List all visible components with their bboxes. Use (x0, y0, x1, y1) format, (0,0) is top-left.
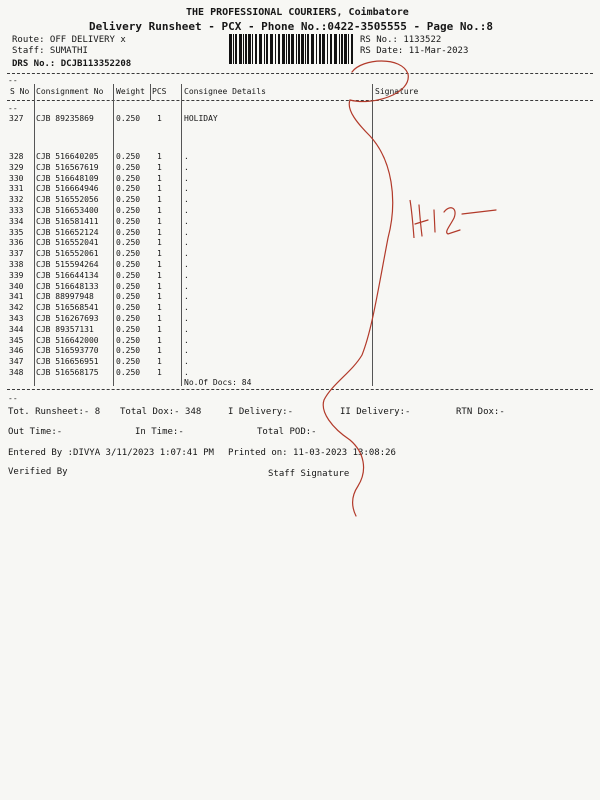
row-consignee: . (184, 292, 189, 302)
marker-row: -- (8, 104, 18, 113)
row-consignment: CJB 89235869 (36, 114, 94, 123)
row-consignment: CJB 516640205 (36, 152, 99, 161)
row-sno: 330 (9, 173, 24, 183)
row-weight: 0.250 (116, 206, 141, 215)
row-pcs: 1 (157, 162, 162, 172)
row-sno: 328 (9, 152, 24, 161)
row-sno: 340 (9, 281, 24, 291)
row-sno: 344 (9, 324, 24, 334)
row-consignment: CJB 516568175 (36, 368, 99, 377)
row-consignee: . (184, 152, 189, 161)
row-pcs: 1 (157, 346, 162, 356)
row-weight: 0.250 (116, 303, 141, 313)
col-header-pcs: PCS (152, 87, 167, 96)
row-sno: 337 (9, 249, 24, 259)
row-consignment: CJB 516653400 (36, 206, 99, 215)
row-pcs: 1 (157, 173, 162, 183)
row-pcs: 1 (157, 227, 162, 237)
row-pcs: 1 (157, 357, 162, 367)
row-consignee: . (184, 281, 189, 291)
printed-on: Printed on: 11-03-2023 13:08:26 (228, 448, 396, 458)
row-sno: 343 (9, 314, 24, 323)
row-sno: 327 (9, 114, 24, 123)
staff-signature-label: Staff Signature (268, 469, 350, 479)
row-pcs: 1 (157, 368, 162, 377)
row-weight: 0.250 (116, 227, 141, 237)
out-time: Out Time:- (8, 427, 63, 437)
runsheet-title: Delivery Runsheet - PCX - Phone No.:0422-3505555 - Page No.:8 (89, 20, 493, 33)
row-weight: 0.250 (116, 195, 141, 205)
drs-number: DRS No.: DCJB113352208 (12, 59, 132, 69)
company-name: THE PROFESSIONAL COURIERS, Coimbatore (186, 7, 409, 18)
row-consignee: . (184, 216, 189, 226)
row-consignment: CJB 516652124 (36, 227, 99, 237)
row-consignee: . (184, 368, 189, 377)
col-header-signature: Signature (375, 87, 419, 96)
row-consignee: . (184, 195, 189, 205)
row-consignment: CJB 516644134 (36, 270, 99, 280)
row-weight: 0.250 (116, 346, 141, 356)
row-weight: 0.250 (116, 324, 141, 334)
row-consignee: . (184, 184, 189, 194)
row-pcs: 1 (157, 238, 162, 248)
total-dox: Total Dox:- 348 (120, 407, 202, 417)
row-consignee: . (184, 303, 189, 313)
row-weight: 0.250 (116, 249, 141, 259)
row-sno: 348 (9, 368, 24, 377)
row-consignment: CJB 516664946 (36, 184, 99, 194)
row-consignment: CJB 516552056 (36, 195, 99, 205)
entered-by: Entered By :DIVYA 3/11/2023 1:07:41 PM (8, 448, 214, 458)
row-consignment: CJB 516648109 (36, 173, 99, 183)
row-pcs: 1 (157, 184, 162, 194)
row-weight: 0.250 (116, 162, 141, 172)
route-label: Route: OFF DELIVERY x (12, 35, 126, 45)
row-sno: 341 (9, 292, 24, 302)
row-weight: 0.250 (116, 114, 141, 123)
row-pcs: 1 (157, 314, 162, 323)
row-pcs: 1 (157, 249, 162, 259)
row-consignee: . (184, 335, 189, 345)
no-of-docs: No.Of Docs: 84 (184, 378, 252, 387)
row-consignee: . (184, 173, 189, 183)
row-pcs: 1 (157, 324, 162, 334)
row-weight: 0.250 (116, 184, 141, 194)
row-pcs: 1 (157, 292, 162, 302)
row-weight: 0.250 (116, 152, 141, 161)
row-pcs: 1 (157, 216, 162, 226)
row-weight: 0.250 (116, 270, 141, 280)
rtn-dox: RTN Dox:- (456, 407, 505, 417)
row-weight: 0.250 (116, 314, 141, 323)
row-consignment: CJB 515594264 (36, 260, 99, 269)
row-consignment: CJB 516568541 (36, 303, 99, 313)
row-consignee: . (184, 346, 189, 356)
row-sno: 339 (9, 270, 24, 280)
row-consignee: . (184, 227, 189, 237)
row-weight: 0.250 (116, 281, 141, 291)
row-consignee: . (184, 357, 189, 367)
row-consignee: HOLIDAY (184, 114, 218, 123)
row-weight: 0.250 (116, 357, 141, 367)
row-consignee: . (184, 238, 189, 248)
row-weight: 0.250 (116, 368, 141, 377)
row-pcs: 1 (157, 303, 162, 313)
staff-label: Staff: SUMATHI (12, 46, 88, 56)
row-consignment: CJB 516656951 (36, 357, 99, 367)
marker-top: -- (8, 76, 18, 85)
row-consignment: CJB 516552061 (36, 249, 99, 259)
col-header-consignment: Consignment No (36, 87, 104, 96)
row-consignee: . (184, 270, 189, 280)
row-consignment: CJB 516567619 (36, 162, 99, 172)
row-pcs: 1 (157, 195, 162, 205)
col-header-weight: Weight (116, 87, 145, 96)
row-pcs: 1 (157, 152, 162, 161)
row-pcs: 1 (157, 206, 162, 215)
row-consignment: CJB 89357131 (36, 324, 94, 334)
row-sno: 342 (9, 303, 24, 313)
rs-date: RS Date: 11-Mar-2023 (360, 46, 469, 56)
row-consignment: CJB 516581411 (36, 216, 99, 226)
row-sno: 332 (9, 195, 24, 205)
row-pcs: 1 (157, 260, 162, 269)
row-weight: 0.250 (116, 292, 141, 302)
ii-delivery: II Delivery:- (340, 407, 411, 417)
row-weight: 0.250 (116, 335, 141, 345)
row-sno: 333 (9, 206, 24, 215)
row-pcs: 1 (157, 281, 162, 291)
tot-runsheet: Tot. Runsheet:- 8 (8, 407, 101, 417)
row-pcs: 1 (157, 114, 162, 123)
row-weight: 0.250 (116, 238, 141, 248)
in-time: In Time:- (135, 427, 184, 437)
row-sno: 338 (9, 260, 24, 269)
i-delivery: I Delivery:- (228, 407, 294, 417)
col-header-consignee: Consignee Details (184, 87, 266, 96)
row-sno: 329 (9, 162, 24, 172)
summary-marker: -- (8, 394, 18, 403)
row-sno: 331 (9, 184, 24, 194)
row-consignment: CJB 88997948 (36, 292, 94, 302)
verified-by: Verified By (8, 467, 68, 477)
row-consignee: . (184, 162, 189, 172)
row-consignment: CJB 516648133 (36, 281, 99, 291)
row-consignment: CJB 516642000 (36, 335, 99, 345)
row-sno: 347 (9, 357, 24, 367)
row-consignee: . (184, 249, 189, 259)
row-consignment: CJB 516267693 (36, 314, 99, 323)
row-consignee: . (184, 206, 189, 215)
row-sno: 335 (9, 227, 24, 237)
row-sno: 346 (9, 346, 24, 356)
row-pcs: 1 (157, 335, 162, 345)
row-consignment: CJB 516552041 (36, 238, 99, 248)
row-sno: 345 (9, 335, 24, 345)
total-pod: Total POD:- (257, 427, 317, 437)
row-consignee: . (184, 314, 189, 323)
row-sno: 334 (9, 216, 24, 226)
row-weight: 0.250 (116, 216, 141, 226)
row-consignee: . (184, 324, 189, 334)
row-consignment: CJB 516593770 (36, 346, 99, 356)
row-sno: 336 (9, 238, 24, 248)
rs-number: RS No.: 1133522 (360, 35, 442, 45)
col-header-sno: S No (10, 87, 30, 96)
row-pcs: 1 (157, 270, 162, 280)
row-weight: 0.250 (116, 260, 141, 269)
row-consignee: . (184, 260, 189, 269)
row-weight: 0.250 (116, 173, 141, 183)
